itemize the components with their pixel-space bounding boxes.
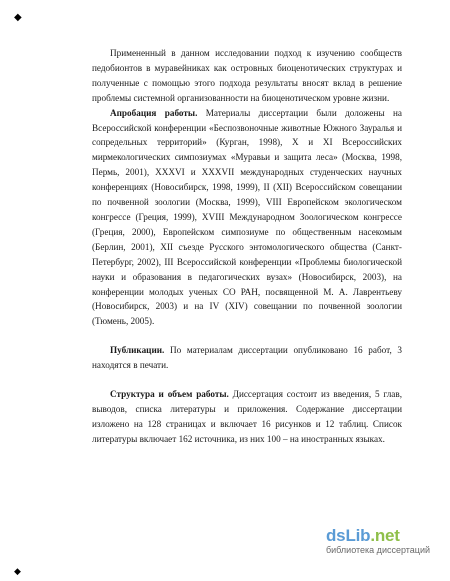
watermark-subtitle: библиотека диссертаций [326,545,431,555]
structure-text: Диссертация состоит из введения, 5 глав, выводов, списка литературы и приложения. Содержание диссертации изложено на 128 страницах и включает 16 рисунков и 12 таблиц. Список литературы включает 162 источника, из них 100 – на иностранных языках. [92,389,403,444]
publications-heading: Публикации. [110,345,165,356]
structure-heading: Структура и объем работы. [110,389,229,400]
publications-text: По материалам диссертации опубликовано 16 работ, 3 находятся в печати. [92,345,402,371]
scan-marker-bottom: ◆ [14,566,21,576]
dslib-watermark[interactable] [326,526,438,556]
paragraph-publications [92,343,402,373]
paragraph-structure [92,387,402,447]
dslib-logo: dsLib.net [326,526,400,545]
approbation-text: Материалы диссертации были доложены на Всероссийской конференции «Беспозвоночные животные Южного Зауралья и сопредельных территорий» (Курган, 1998), X и XI Всероссийских мирмекологических симпозиумах «Муравьи и защита леса» (Москва, 1998, Пермь, 2001), XXXVI и XXXVII международных студенческих научных конференциях (Новосибирск, 1998, 1999), II (XII) Всероссийском совещании по почвенной зоологии (Москва, 1999), VIII Европейском экологическом конгрессе (Греция, 1999), XVIII Международном Зоологическом конгрессе (Греция, 2000), Европейском симпозиуме по общественным насекомым (Берлин, 2001), XII съезде Русского энтомологического общества (Санкт-Петербург, 2002), III Всероссийской конференции «Проблемы биологической науки и образования в педагогических вузах» (Новосибирск, 2003), на конференции молодых ученых СО РАН, посвященной М. А. Лаврентьеву (Новосибирск, 2003) и на IV (XIV) совещании по почвенной зоологии (Тюмень, 2005). [92,107,402,327]
paragraph-approbation [92,106,402,330]
scan-marker-top: ◆ [14,12,22,23]
document-page [92,46,402,447]
paragraph-approach: Примененный в данном исследовании подход к изучению сообществ педобионтов в муравейниках как островных биоценотических структурах и полученные с помощью этого подхода результаты вносят вклад в решение проблемы системной организованности на биоценотическом уровне жизни. [92,48,402,103]
approbation-heading: Апробация работы. [110,107,198,118]
